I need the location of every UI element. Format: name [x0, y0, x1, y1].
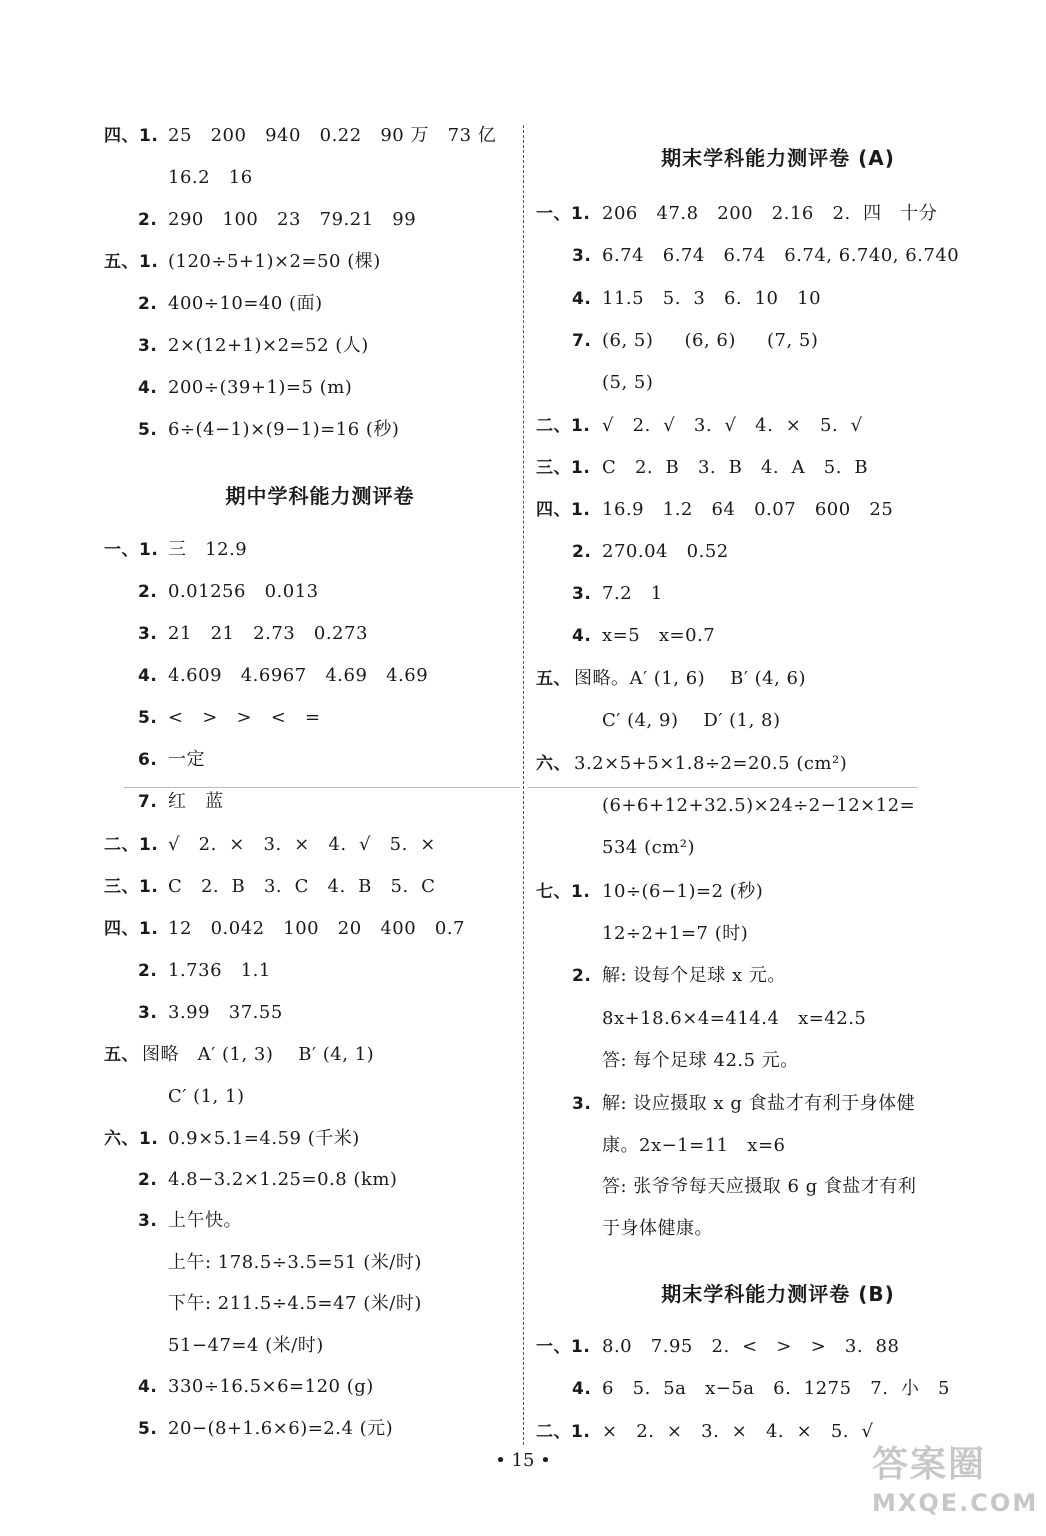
question-number: 7.	[572, 331, 592, 351]
answer-text: 206 47.8 200 2.16 2. 四 十分	[602, 203, 938, 224]
question-number: 3.	[572, 246, 592, 266]
answer-text: 534 (cm²)	[602, 837, 695, 858]
answer-text: (120÷5+1)×2=50 (棵)	[168, 251, 381, 272]
fold-line-right	[528, 787, 918, 788]
answer-text: 红 蓝	[168, 791, 224, 812]
question-number: 二、1.	[536, 1422, 591, 1442]
answer-text: 12 0.042 100 20 400 0.7	[168, 918, 466, 939]
question-number: 2.	[138, 1170, 158, 1190]
question-number: 七、1.	[536, 882, 591, 902]
answer-text: 7.2 1	[602, 583, 663, 604]
answer-text: 3.2×5+5×1.8÷2=20.5 (cm²)	[574, 753, 848, 774]
answer-text: 270.04 0.52	[602, 541, 729, 562]
question-number: 2.	[572, 542, 592, 562]
question-number: 3.	[572, 584, 592, 604]
question-number: 3.	[138, 336, 158, 356]
question-number: 二、1.	[536, 416, 591, 436]
page-number: • 15 •	[495, 1450, 551, 1471]
answer-text: C′ (1, 1)	[168, 1086, 245, 1107]
question-number: 一、1.	[104, 540, 159, 560]
answer-text: 51−47=4 (米/时)	[168, 1335, 324, 1356]
watermark-url: MXQE.COM	[872, 1489, 1039, 1517]
answer-text: 于身体健康。	[602, 1218, 713, 1239]
answer-text: 21 21 2.73 0.273	[168, 623, 368, 644]
question-number: 3.	[138, 1211, 158, 1231]
question-number: 6.	[138, 750, 158, 770]
answer-text: 8.0 7.95 2. < > > 3. 88	[602, 1336, 900, 1357]
section-heading: 期中学科能力测评卷	[225, 484, 415, 508]
question-number: 六、	[536, 754, 571, 774]
question-number: 2.	[138, 961, 158, 981]
answer-text: 答: 张爷爷每天应摄取 6 g 食盐才有利	[602, 1176, 917, 1197]
answer-text: 11.5 5. 3 6. 10 10	[602, 288, 822, 309]
question-number: 四、1.	[104, 126, 159, 146]
answer-text: 图略 A′ (1, 3) B′ (4, 1)	[142, 1044, 375, 1065]
answer-text: 0.01256 0.013	[168, 581, 319, 602]
answer-text: x=5 x=0.7	[602, 625, 716, 646]
answer-text: 16.9 1.2 64 0.07 600 25	[602, 499, 894, 520]
question-number: 四、1.	[536, 500, 591, 520]
answer-text: 上午: 178.5÷3.5=51 (米/时)	[168, 1252, 422, 1273]
answer-text: × 2. × 3. × 4. × 5. √	[602, 1421, 874, 1442]
answer-text: √ 2. √ 3. √ 4. × 5. √	[602, 415, 863, 436]
question-number: 一、1.	[536, 1337, 591, 1357]
question-number: 五、1.	[104, 252, 159, 272]
answer-text: 6÷(4−1)×(9−1)=16 (秒)	[168, 419, 400, 440]
answer-text: 一定	[168, 749, 205, 770]
watermark-logo	[872, 1436, 1039, 1528]
question-number: 3.	[138, 1003, 158, 1023]
question-number: 4.	[138, 666, 158, 686]
answer-text: C 2. B 3. C 4. B 5. C	[168, 876, 436, 897]
question-number: 4.	[138, 378, 158, 398]
answer-text: 图略。A′ (1, 6) B′ (4, 6)	[574, 668, 807, 689]
question-number: 2.	[138, 210, 158, 230]
question-number: 3.	[138, 624, 158, 644]
question-number: 4.	[572, 1379, 592, 1399]
question-number: 4.	[138, 1377, 158, 1397]
answer-text: 三 12.9	[168, 539, 248, 560]
question-number: 三、1.	[536, 458, 591, 478]
answer-text: 25 200 940 0.22 90 万 73 亿	[168, 125, 497, 146]
section-heading: 期末学科能力测评卷 (A)	[661, 146, 895, 170]
question-number: 4.	[572, 289, 592, 309]
column-divider	[523, 125, 524, 1445]
question-number: 五、	[536, 669, 571, 689]
question-number: 2.	[138, 294, 158, 314]
section-heading: 期末学科能力测评卷 (B)	[661, 1282, 895, 1306]
answer-text: < > > < =	[168, 707, 321, 728]
answer-text: 330÷16.5×6=120 (g)	[168, 1376, 374, 1397]
question-number: 7.	[138, 792, 158, 812]
answer-text: (6+6+12+32.5)×24÷2−12×12=	[602, 795, 916, 816]
question-number: 一、1.	[536, 204, 591, 224]
answer-text: √ 2. × 3. × 4. √ 5. ×	[168, 834, 436, 855]
answer-text: 200÷(39+1)=5 (m)	[168, 377, 353, 398]
answer-text: 400÷10=40 (面)	[168, 293, 323, 314]
answer-text: 2×(12+1)×2=52 (人)	[168, 335, 369, 356]
answer-text: (6, 5) (6, 6) (7, 5)	[602, 330, 819, 351]
answer-text: 3.99 37.55	[168, 1002, 283, 1023]
question-number: 四、1.	[104, 919, 159, 939]
answer-text: 6.74 6.74 6.74 6.74, 6.740, 6.740	[602, 245, 960, 266]
question-number: 二、1.	[104, 835, 159, 855]
answer-text: 20−(8+1.6×6)=2.4 (元)	[168, 1418, 394, 1439]
answer-text: 解: 设每个足球 x 元。	[602, 965, 786, 986]
answer-text: 上午快。	[168, 1210, 242, 1231]
answer-text: 6 5. 5a x−5a 6. 1275 7. 小 5	[602, 1378, 950, 1399]
answer-text: 4.8−3.2×1.25=0.8 (km)	[168, 1169, 398, 1190]
answer-text: 1.736 1.1	[168, 960, 271, 981]
answer-text: 16.2 16	[168, 167, 253, 188]
question-number: 4.	[572, 626, 592, 646]
question-number: 5.	[138, 1419, 158, 1439]
answer-text: (5, 5)	[602, 372, 654, 393]
answer-text: 10÷(6−1)=2 (秒)	[602, 881, 764, 902]
question-number: 3.	[572, 1094, 592, 1114]
answer-text: C 2. B 3. B 4. A 5. B	[602, 457, 869, 478]
question-number: 六、1.	[104, 1129, 159, 1149]
answer-text: 290 100 23 79.21 99	[168, 209, 417, 230]
answer-text: C′ (4, 9) D′ (1, 8)	[602, 710, 781, 731]
answer-text: 4.609 4.6967 4.69 4.69	[168, 665, 429, 686]
answer-text: 康。2x−1=11 x=6	[602, 1135, 786, 1156]
answer-text: 0.9×5.1=4.59 (千米)	[168, 1128, 360, 1149]
answer-text: 答: 每个足球 42.5 元。	[602, 1050, 799, 1071]
fold-line-left	[124, 787, 520, 788]
question-number: 2.	[572, 966, 592, 986]
question-number: 五、	[104, 1045, 139, 1065]
question-number: 5.	[138, 420, 158, 440]
question-number: 三、1.	[104, 877, 159, 897]
question-number: 5.	[138, 708, 158, 728]
answer-text: 下午: 211.5÷4.5=47 (米/时)	[168, 1293, 422, 1314]
answer-text: 解: 设应摄取 x g 食盐才有利于身体健	[602, 1093, 916, 1114]
watermark-chars: 答案圈	[872, 1444, 987, 1485]
answer-text: 8x+18.6×4=414.4 x=42.5	[602, 1008, 867, 1029]
answer-text: 12÷2+1=7 (时)	[602, 923, 749, 944]
question-number: 2.	[138, 582, 158, 602]
